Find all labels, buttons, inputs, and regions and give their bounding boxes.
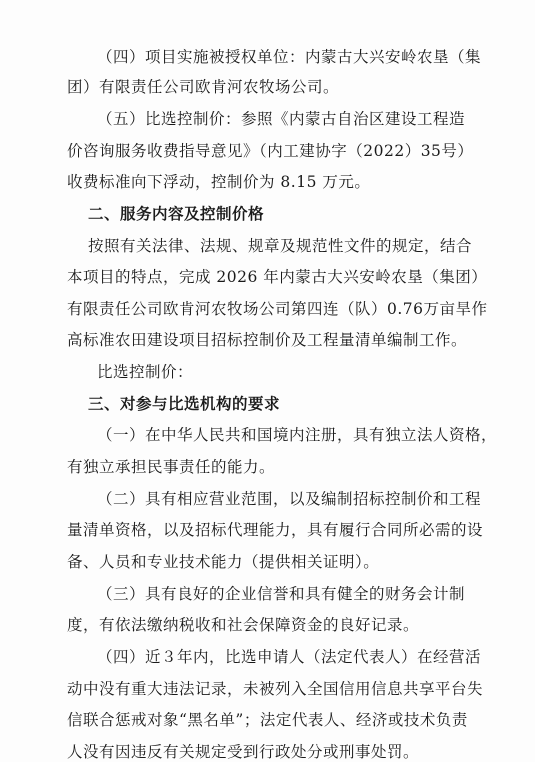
paragraph-line: （二）具有相应营业范围，以及编制招标控制价和工程 xyxy=(97,490,482,508)
paragraph-line: （五）比选控制价：参照《内蒙古自治区建设工程造 xyxy=(97,110,466,128)
paragraph-line: 人没有因违反有关规定受到行政处分或刑事处罚。 xyxy=(67,743,420,761)
section-heading: 二、服务内容及控制价格 xyxy=(88,205,265,223)
paragraph-line: 团）有限责任公司欧肯河农牧场公司。 xyxy=(67,78,340,96)
paragraph-line: 备、人员和专业技术能力（提供相关证明）。 xyxy=(67,553,380,571)
paragraph-line: 本项目的特点，完成 2026 年内蒙古大兴安岭农垦（集团） xyxy=(67,268,488,286)
paragraph-line: 动中没有重大违法记录，未被列入全国信用信息共享平台失 xyxy=(67,680,484,698)
paragraph-line: 按照有关法律、法规、规章及规范性文件的规定，结合 xyxy=(88,237,473,255)
paragraph-line: 收费标准向下浮动，控制价为 8.15 万元。 xyxy=(67,173,371,191)
section-heading: 三、对参与比选机构的要求 xyxy=(88,395,281,413)
paragraph-line: （三）具有良好的企业信誉和具有健全的财务会计制 xyxy=(97,585,466,603)
paragraph-line: 高标准农田建设项目招标控制价及工程量清单编制工作。 xyxy=(67,331,468,349)
paragraph-line: 有独立承担民事责任的能力。 xyxy=(67,458,276,476)
paragraph-line: 价咨询服务收费指导意见》（内工建协字（2022）35号） xyxy=(67,142,474,160)
paragraph-line: 有限责任公司欧肯河农牧场公司第四连（队）0.76万亩旱作 xyxy=(67,300,488,318)
paragraph-line: 量清单资格，以及招标代理能力，具有履行合同所必需的设 xyxy=(67,521,484,539)
paragraph-line: 信联合惩戒对象“黑名单”；法定代表人、经济或技术负责 xyxy=(67,711,468,729)
paragraph-line: （一）在中华人民共和国境内注册，具有独立法人资格， xyxy=(97,426,498,444)
paragraph-line: 度，有依法缴纳税收和社会保障资金的良好记录。 xyxy=(67,616,420,634)
paragraph-line: 比选控制价： xyxy=(97,363,194,381)
paragraph-line: （四）项目实施被授权单位：内蒙古大兴安岭农垦（集 xyxy=(97,48,482,66)
paragraph-line: （四）近３年内，比选申请人（法定代表人）在经营活 xyxy=(97,648,482,666)
